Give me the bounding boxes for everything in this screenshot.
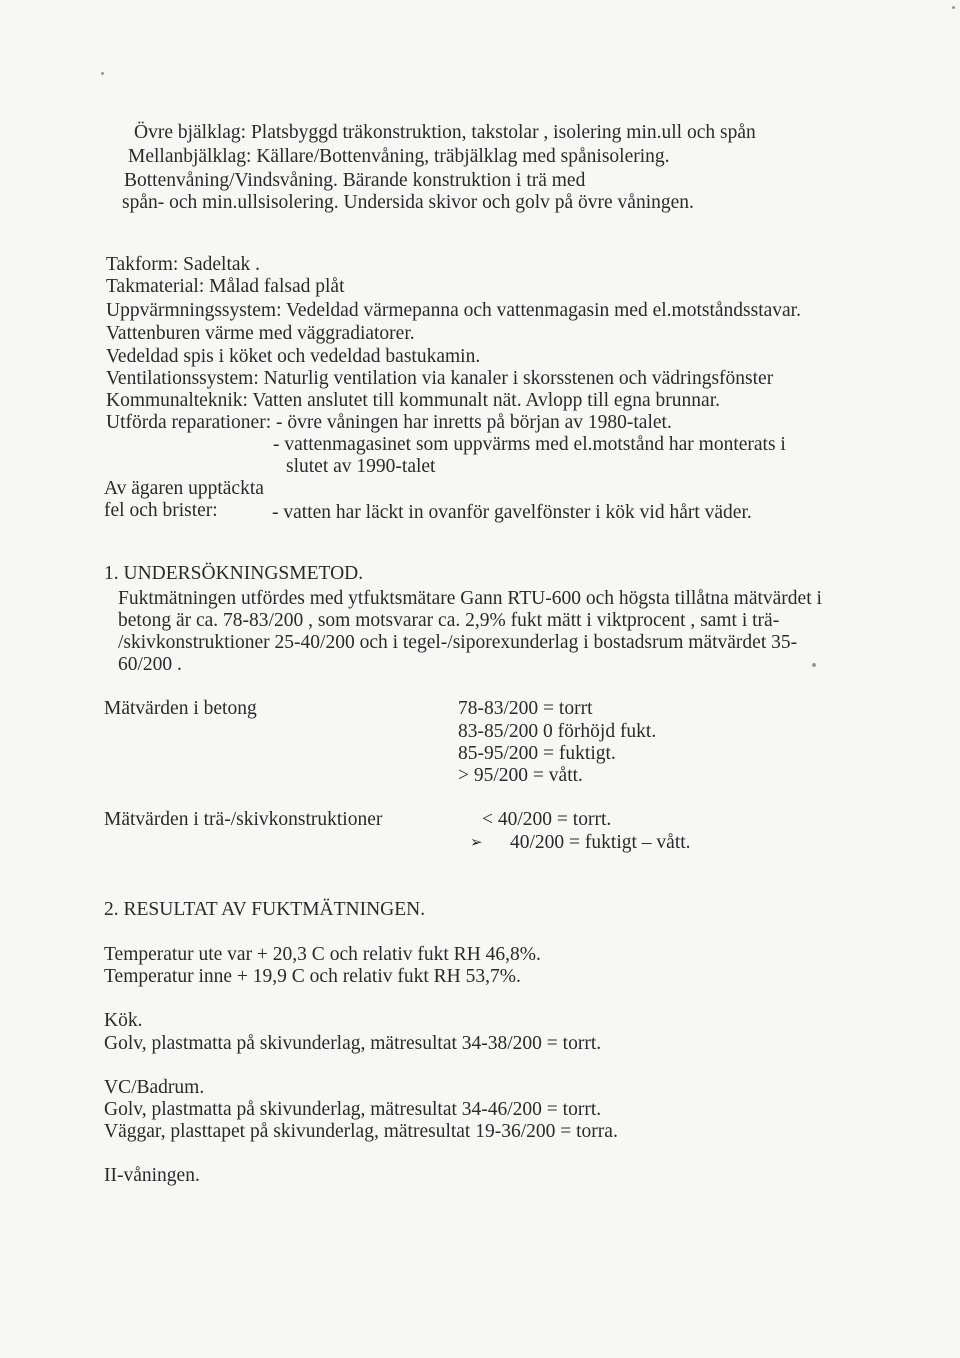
betong-label: Mätvärden i betong: [104, 698, 257, 719]
uppvarmningssystem-line: Uppvärmningssystem: Vedeldad värmepanna och vattenmagasin med el.motståndsstavar.: [106, 300, 801, 321]
scan-speck: [812, 663, 816, 667]
method-paragraph-line-1: Fuktmätningen utfördes med ytfuktsmätare Gann RTU-600 och högsta tillåtna mätvärdet i: [118, 588, 822, 609]
vattenburen-line: Vattenburen värme med väggradiatorer.: [106, 323, 415, 344]
betong-value: > 95/200 = vått.: [458, 765, 583, 786]
method-paragraph-line-3: /skivkonstruktioner 25-40/200 och i tegel-/siporexunderlag i bostadsrum mätvärdet 35-: [118, 632, 798, 653]
kommunalteknik-line: Kommunalteknik: Vatten anslutet till kommunalt nät. Avlopp till egna brunnar.: [106, 390, 720, 411]
temperature-inside-line: Temperatur inne + 19,9 C och relativ fukt RH 53,7%.: [104, 966, 521, 987]
mellanbjalklag-line: Mellanbjälklag: Källare/Bottenvåning, träbjälklag med spånisolering.: [128, 146, 670, 167]
span-isolering-line: spån- och min.ullsisolering. Undersida skivor och golv på övre våningen.: [122, 192, 694, 213]
method-paragraph-line-2: betong är ca. 78-83/200 , som motsvarar ca. 2,9% fukt mätt i viktprocent , samt i trä-: [118, 610, 780, 631]
results-heading: 2. RESULTAT AV FUKTMÄTNINGEN.: [104, 899, 426, 920]
tra-value: < 40/200 = torrt.: [482, 809, 612, 830]
tra-value: 40/200 = fuktigt – vått.: [510, 832, 691, 853]
arrow-bullet-icon: ➢: [470, 833, 483, 851]
takform-line: Takform: Sadeltak .: [106, 254, 261, 275]
ventilation-line: Ventilationssystem: Naturlig ventilation via kanaler i skorsstenen och vädringsfönster: [106, 368, 774, 389]
av-agaren-line: Av ägaren upptäckta: [104, 478, 264, 499]
scan-speck: [952, 6, 955, 9]
kok-heading: Kök.: [104, 1010, 143, 1031]
slutet-line: slutet av 1990-talet: [286, 456, 436, 477]
betong-value: 85-95/200 = fuktigt.: [458, 743, 616, 764]
vattenmagasin-line: - vattenmagasinet som uppvärms med el.motstånd har monterats i: [273, 434, 786, 455]
method-paragraph-line-4: 60/200 .: [118, 654, 182, 675]
vedeldad-line: Vedeldad spis i köket och vedeldad bastukamin.: [106, 346, 481, 367]
vatten-lackt-line: - vatten har läckt in ovanför gavelfönster i kök vid hårt väder.: [272, 502, 752, 523]
scan-speck: [101, 72, 104, 75]
ii-vaningen-heading: II-våningen.: [104, 1165, 200, 1186]
temperature-outside-line: Temperatur ute var + 20,3 C och relativ fukt RH 46,8%.: [104, 944, 541, 965]
kok-golv-line: Golv, plastmatta på skivunderlag, mätresultat 34-38/200 = torrt.: [104, 1033, 602, 1054]
bottenvaning-line: Bottenvåning/Vindsvåning. Bärande konstruktion i trä med: [124, 170, 586, 191]
method-heading: 1. UNDERSÖKNINGSMETOD.: [104, 563, 364, 584]
vc-golv-line: Golv, plastmatta på skivunderlag, mätresultat 34-46/200 = torrt.: [104, 1099, 602, 1120]
takmaterial-line: Takmaterial: Målad falsad plåt: [106, 276, 345, 297]
tra-label: Mätvärden i trä-/skivkonstruktioner: [104, 809, 383, 830]
ovre-bjalklag-line: Övre bjälklag: Platsbyggd träkonstruktion, takstolar , isolering min.ull och spån: [134, 122, 756, 143]
betong-value: 78-83/200 = torrt: [458, 698, 593, 719]
utforda-reparationer-line: Utförda reparationer: - övre våningen har inretts på början av 1980-talet.: [106, 412, 672, 433]
fel-och-brister-label: fel och brister:: [104, 500, 218, 521]
vc-vaggar-line: Väggar, plasttapet på skivunderlag, mätresultat 19-36/200 = torra.: [104, 1121, 618, 1142]
betong-value: 83-85/200 0 förhöjd fukt.: [458, 721, 657, 742]
vc-badrum-heading: VC/Badrum.: [104, 1077, 205, 1098]
